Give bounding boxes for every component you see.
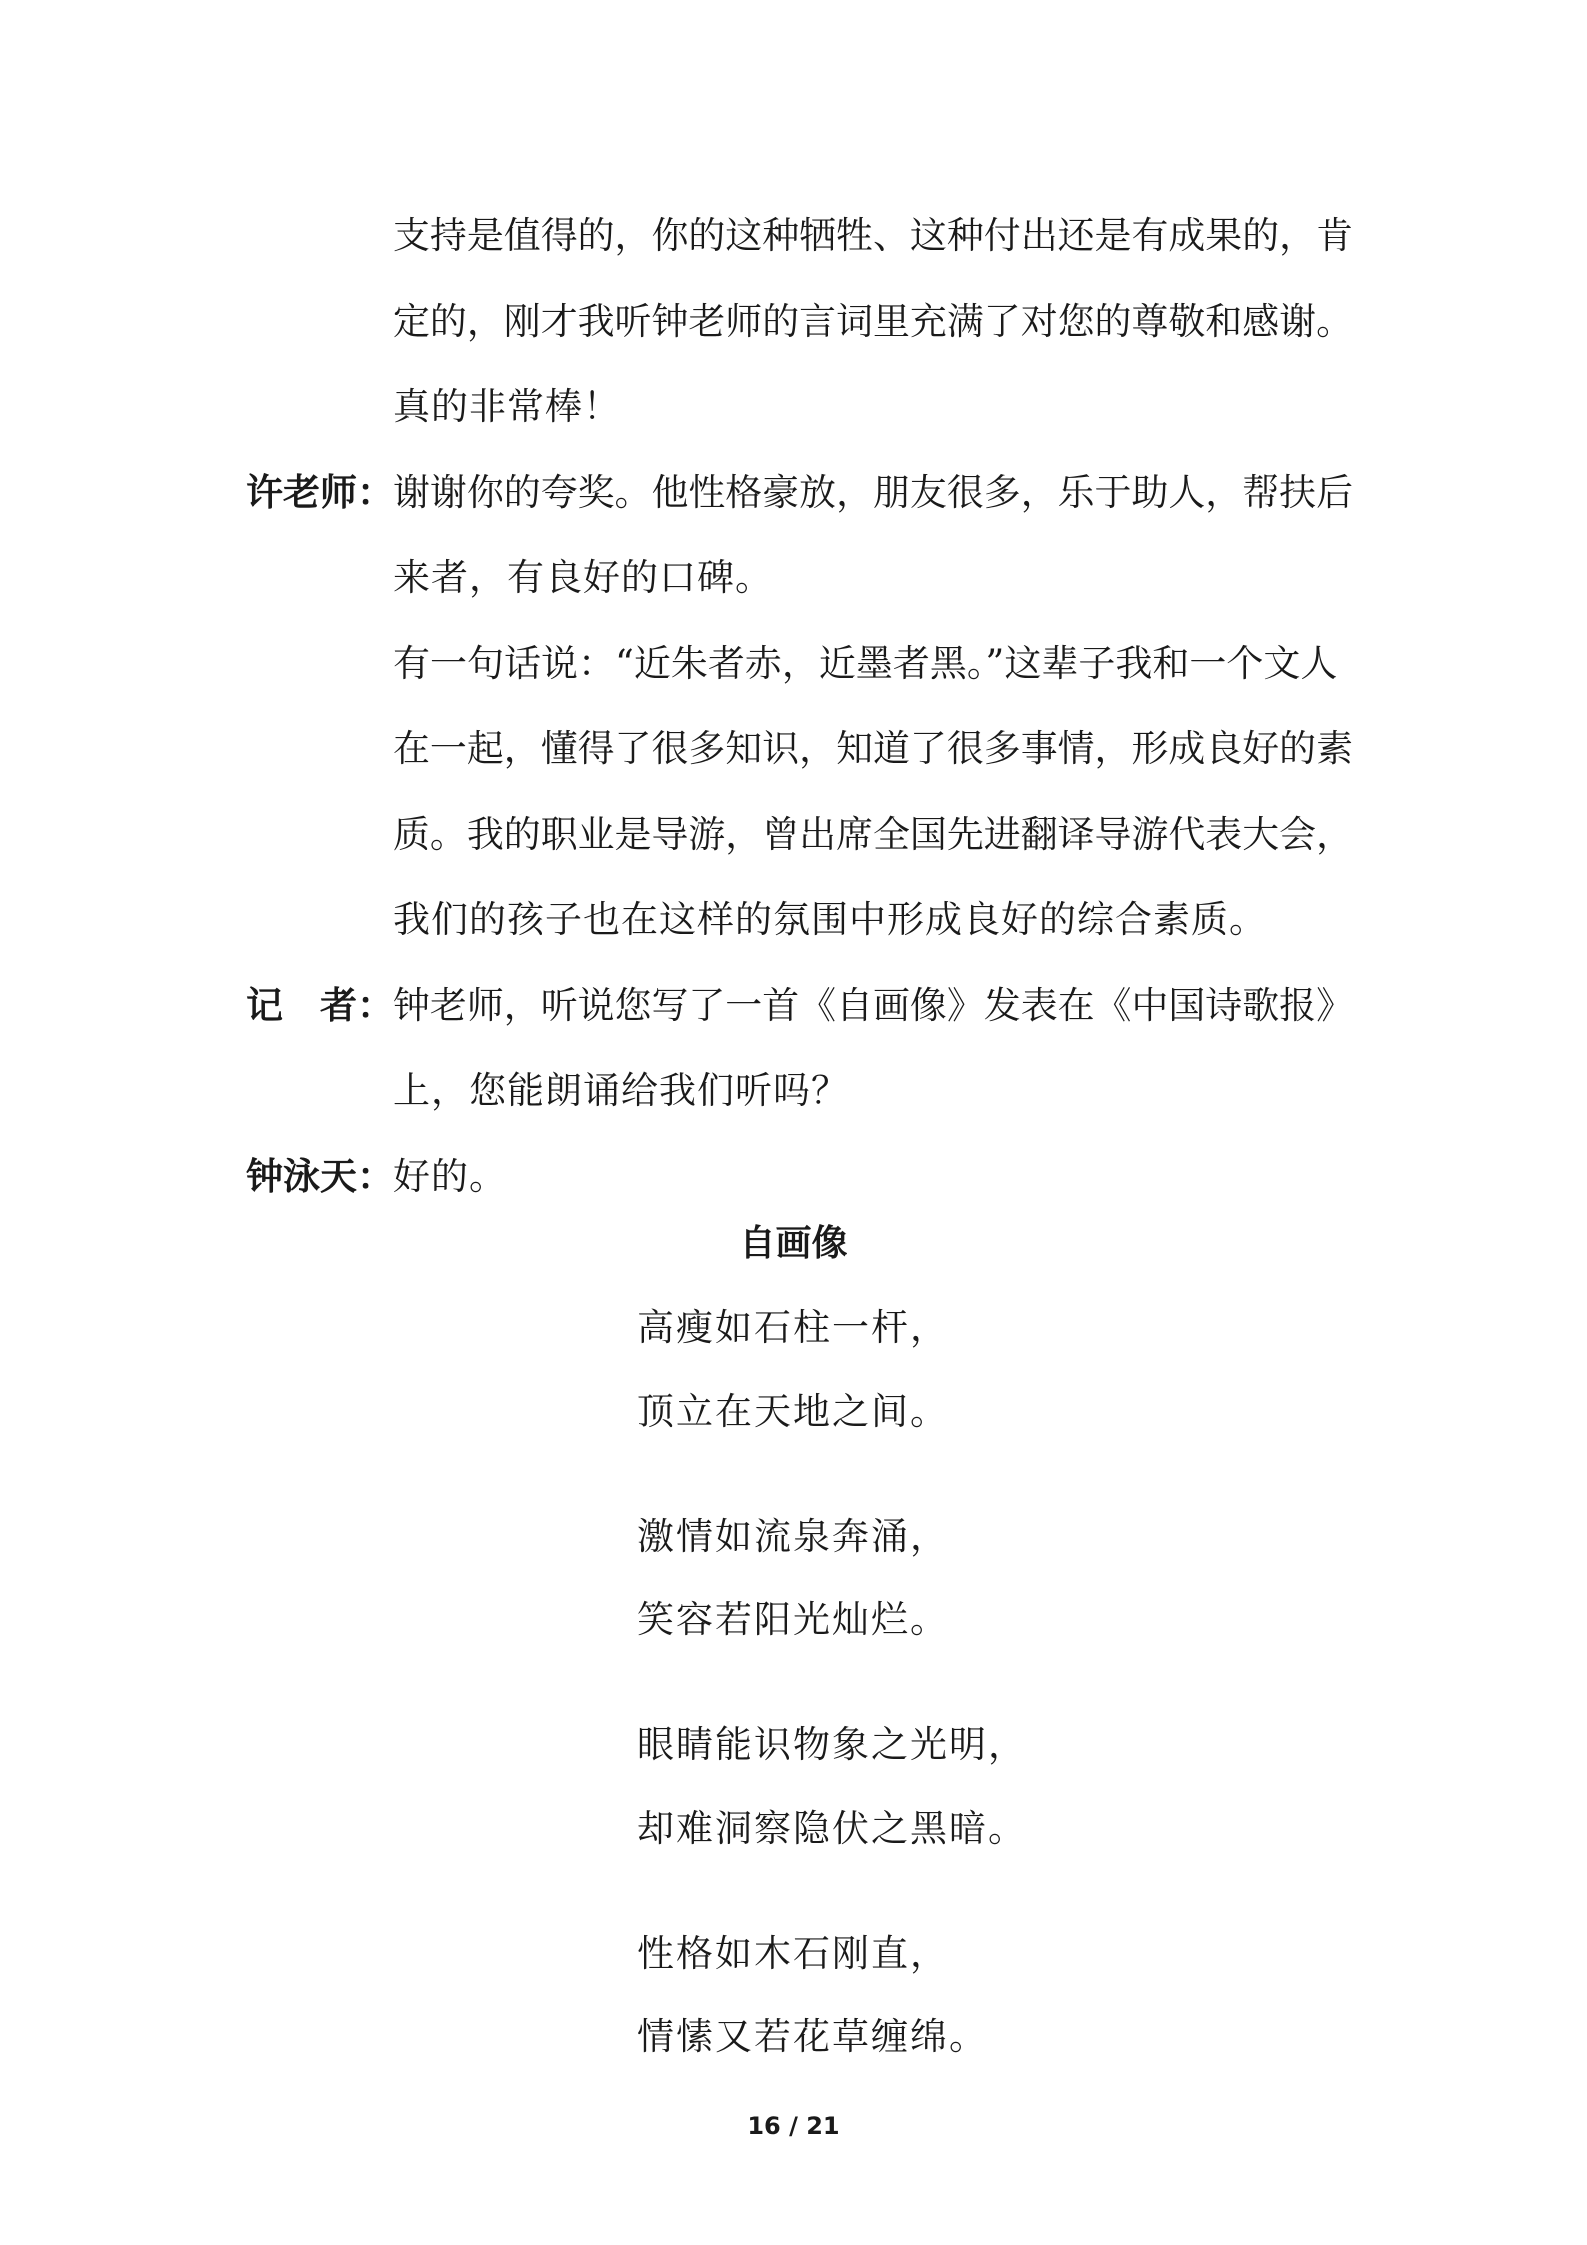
poem-line: 情愫又若花草缠绵。 (637, 2015, 988, 2058)
poem-title: 自画像 (739, 1223, 848, 1264)
dialogue-line: 在一起，懂得了很多知识，知道了很多事情，形成良好的素 (393, 727, 1353, 770)
poem-line: 顶立在天地之间。 (637, 1390, 949, 1433)
speaker-label: 钟泳天： (246, 1155, 394, 1198)
dialogue-line: 我们的孩子也在这样的氛围中形成良好的综合素质。 (393, 898, 1267, 941)
speaker-label: 记 者： (246, 984, 394, 1027)
speaker-label: 许老师： (246, 471, 394, 514)
poem-line: 高瘦如石柱一杆， (637, 1306, 949, 1349)
poem-line: 眼睛能识物象之光明， (637, 1723, 1027, 1766)
poem-line: 笑容若阳光灿烂。 (637, 1598, 949, 1641)
dialogue-line: 质。我的职业是导游，曾出席全国先进翻译导游代表大会， (393, 813, 1353, 856)
paragraph-line: 支持是值得的，你的这种牺牲、这种付出还是有成果的，肯 (393, 214, 1353, 257)
paragraph-line: 定的，刚才我听钟老师的言词里充满了对您的尊敬和感谢。 (393, 300, 1353, 343)
dialogue-line: 钟老师，听说您写了一首《自画像》发表在《中国诗歌报》 (393, 984, 1353, 1027)
dialogue-line: 来者，有良好的口碑。 (393, 556, 773, 599)
dialogue-line: 谢谢你的夸奖。他性格豪放，朋友很多，乐于助人，帮扶后 (393, 471, 1353, 514)
paragraph-line: 真的非常棒！ (393, 385, 621, 428)
dialogue-line: 上，您能朗诵给我们听吗？ (393, 1069, 849, 1112)
poem-line: 却难洞察隐伏之黑暗。 (637, 1807, 1027, 1850)
poem-line: 激情如流泉奔涌， (637, 1515, 949, 1558)
page-number: 16 / 21 (747, 2112, 840, 2140)
dialogue-line: 有一句话说：“近朱者赤，近墨者黑。”这辈子我和一个文人 (393, 642, 1338, 685)
poem-line: 性格如木石刚直， (637, 1932, 949, 1975)
dialogue-line: 好的。 (393, 1155, 507, 1198)
